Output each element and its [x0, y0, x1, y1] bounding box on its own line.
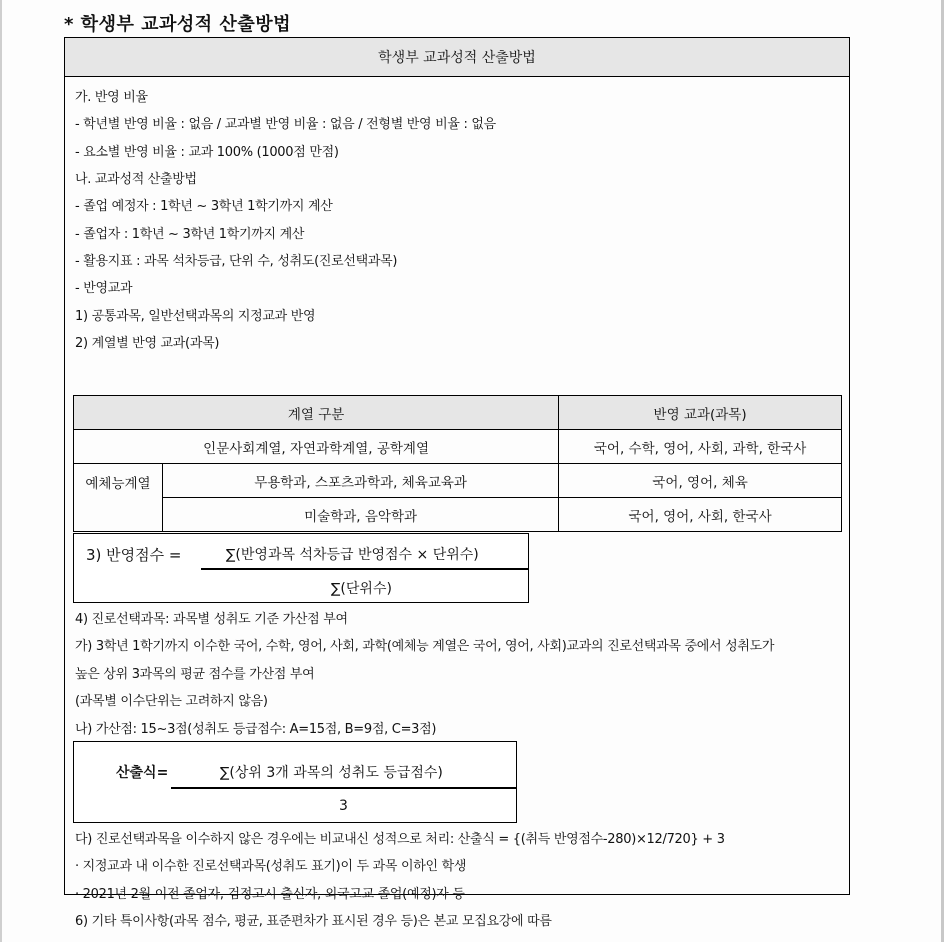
method-line-1: - 졸업 예정자 : 1학년 ~ 3학년 1학기까지 계산 — [75, 199, 333, 214]
subjects-cell: 국어, 영어, 사회, 한국사 — [559, 498, 842, 532]
window-edge-left — [0, 0, 2, 942]
track-cell: 인문사회계열, 자연과학계열, 공학계열 — [74, 430, 559, 464]
method-line-3: - 활용지표 : 과목 석차등급, 단위 수, 성취도(진로선택과목) — [75, 254, 398, 269]
formula-numerator: ∑(상위 3개 과목의 성취도 등급점수) — [220, 765, 443, 781]
section-ga-heading: 가. 반영 비율 — [75, 90, 148, 105]
section-na-heading: 나. 교과성적 산출방법 — [75, 172, 197, 187]
subjects-cell: 국어, 수학, 영어, 사회, 과학, 한국사 — [559, 430, 842, 464]
item-2: 2) 계열별 반영 교과(과목) — [75, 336, 220, 351]
track-cell: 미술학과, 음악학과 — [163, 498, 559, 532]
subjects-cell: 국어, 영어, 체육 — [559, 464, 842, 498]
item-4a-line-1: 가) 3학년 1학기까지 이수한 국어, 수학, 영어, 사회, 과학(예체능 계열은 국어, 영어, 사회)교과의 진로선택과목 중에서 성취도가 — [75, 639, 775, 654]
box-header: 학생부 교과성적 산출방법 — [65, 38, 849, 77]
item-4: 4) 진로선택과목: 과목별 성취도 기준 가산점 부여 — [75, 612, 348, 627]
formula-numerator: ∑(반영과목 석차등급 반영점수 × 단위수) — [226, 547, 479, 563]
table-row — [74, 498, 842, 532]
table-row — [74, 464, 842, 498]
grade-calculation-box — [64, 37, 850, 929]
table-header-subjects: 반영 교과(과목) — [559, 396, 842, 430]
method-line-4: - 반영교과 — [75, 281, 133, 296]
item-4a-line-2: 높은 상위 3과목의 평균 점수를 가산점 부여 — [75, 667, 315, 682]
group-cell: 예체능계열 — [74, 464, 163, 532]
formula-denominator: 3 — [339, 798, 348, 814]
track-cell: 무용학과, 스포츠과학과, 체육교육과 — [163, 464, 559, 498]
item-4b: 나) 가산점: 15~3점(성취도 등급점수: A=15점, B=9점, C=3점) — [75, 722, 437, 737]
bullet-1: · 지정교과 내 이수한 진로선택과목(성취도 표기)이 두 과목 이하인 학생 — [75, 859, 467, 874]
fraction-bar — [201, 568, 529, 570]
item-4a-line-3: (과목별 이수단위는 고려하지 않음) — [75, 694, 268, 709]
bonus-score-formula — [73, 741, 517, 823]
page-title: * 학생부 교과성적 산출방법 — [64, 14, 291, 35]
formula-label: 3) 반영점수 = — [86, 546, 182, 564]
formula-label: 산출식= — [116, 765, 169, 781]
table-header-track: 계열 구분 — [74, 396, 559, 430]
bullet-2: · 2021년 2월 이전 졸업자, 검정고시 출신자, 외국고교 졸업(예정)자 등 — [75, 887, 465, 902]
item-6: 6) 기타 특이사항(과목 점수, 평균, 표준편차가 표시된 경우 등)은 본교 모집요강에 따름 — [75, 914, 552, 929]
table-row — [74, 430, 842, 464]
item-4c: 다) 진로선택과목을 이수하지 않은 경우에는 비교내신 성적으로 처리: 산출식 = {(취득 반영점수-280)×12/720} + 3 — [75, 832, 725, 847]
fraction-bar — [171, 787, 517, 789]
ratio-line-2: - 요소별 반영 비율 : 교과 100% (1000점 만점) — [75, 145, 339, 160]
item-1: 1) 공통과목, 일반선택과목의 지정교과 반영 — [75, 309, 316, 324]
ratio-line-1: - 학년별 반영 비율 : 없음 / 교과별 반영 비율 : 없음 / 전형별 반영 비율 : 없음 — [75, 117, 496, 132]
method-line-2: - 졸업자 : 1학년 ~ 3학년 1학기까지 계산 — [75, 227, 305, 242]
track-subject-table — [73, 395, 842, 532]
formula-denominator: ∑(단위수) — [331, 581, 392, 597]
reflected-score-formula — [73, 533, 529, 603]
